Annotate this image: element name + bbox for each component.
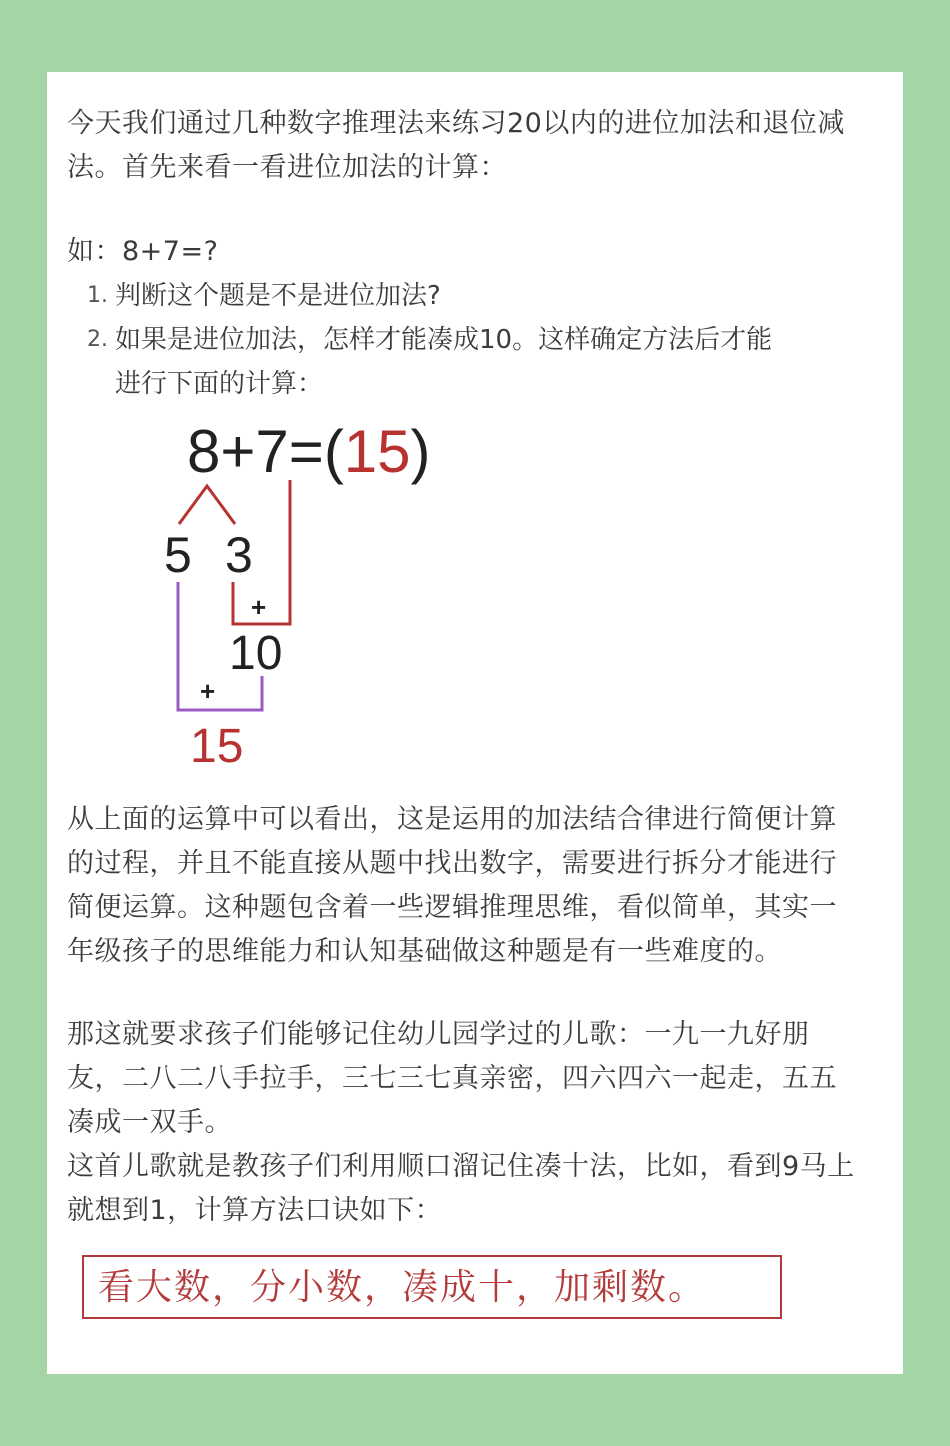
paragraph-1-line-2: 的过程，并且不能直接从题中找出数字，需要进行拆分才能进行 — [67, 848, 837, 879]
content-card — [47, 72, 903, 1374]
equation-prefix: 8+7=( — [187, 418, 344, 485]
split-number-a: 5 — [164, 527, 192, 583]
rule-box — [82, 1255, 782, 1319]
paragraph-2-line-1: 那这就要求孩子们能够记住幼儿园学过的儿歌：一九一九好朋 — [67, 1019, 810, 1050]
equation-text — [187, 418, 431, 485]
step-text-continued: 进行下面的计算： — [115, 369, 324, 399]
rule-text: 看大数，分小数，凑成十，加剩数。 — [98, 1267, 707, 1308]
intro-line-1: 今天我们通过几种数字推理法来练习20以内的进位加法和退位减 — [67, 108, 845, 139]
paragraph-2-line-2: 友，二八二八手拉手，三七三七真亲密，四六四六一起走，五五 — [67, 1063, 837, 1094]
paragraph-2-line-4: 这首儿歌就是教孩子们利用顺口溜记住凑十法，比如，看到9马上 — [67, 1151, 855, 1182]
paragraph-1-line-4: 年级孩子的思维能力和认知基础做这种题是有一些难度的。 — [67, 936, 782, 967]
step-number: 2. — [87, 327, 108, 352]
equation-answer: 15 — [343, 418, 411, 485]
paragraph-1-line-1: 从上面的运算中可以看出，这是运用的加法结合律进行简便计算 — [67, 804, 837, 835]
step-text: 判断这个题是不是进位加法? — [115, 281, 441, 311]
step-text: 如果是进位加法，怎样才能凑成10。这样确定方法后才能 — [115, 325, 773, 355]
example-question: 如：8+7=? — [67, 236, 219, 267]
split-caret — [179, 486, 235, 524]
paragraph-2-line-3: 凑成一双手。 — [67, 1107, 232, 1138]
plus-sign-upper: + — [251, 592, 267, 622]
plus-sign-lower: + — [200, 676, 216, 706]
paragraph-1-line-3: 简便运算。这种题包含着一些逻辑推理思维，看似简单，其实一 — [67, 892, 837, 923]
addition-diagram — [47, 72, 903, 792]
step-number: 1. — [87, 283, 108, 308]
paragraph-2-line-5: 就想到1，计算方法口诀如下： — [67, 1195, 443, 1226]
intro-line-2: 法。首先来看一看进位加法的计算： — [67, 152, 507, 183]
ten-label: 10 — [229, 627, 283, 680]
equation-suffix: ) — [410, 418, 431, 485]
result-label: 15 — [190, 720, 244, 773]
split-number-b: 3 — [225, 527, 253, 583]
